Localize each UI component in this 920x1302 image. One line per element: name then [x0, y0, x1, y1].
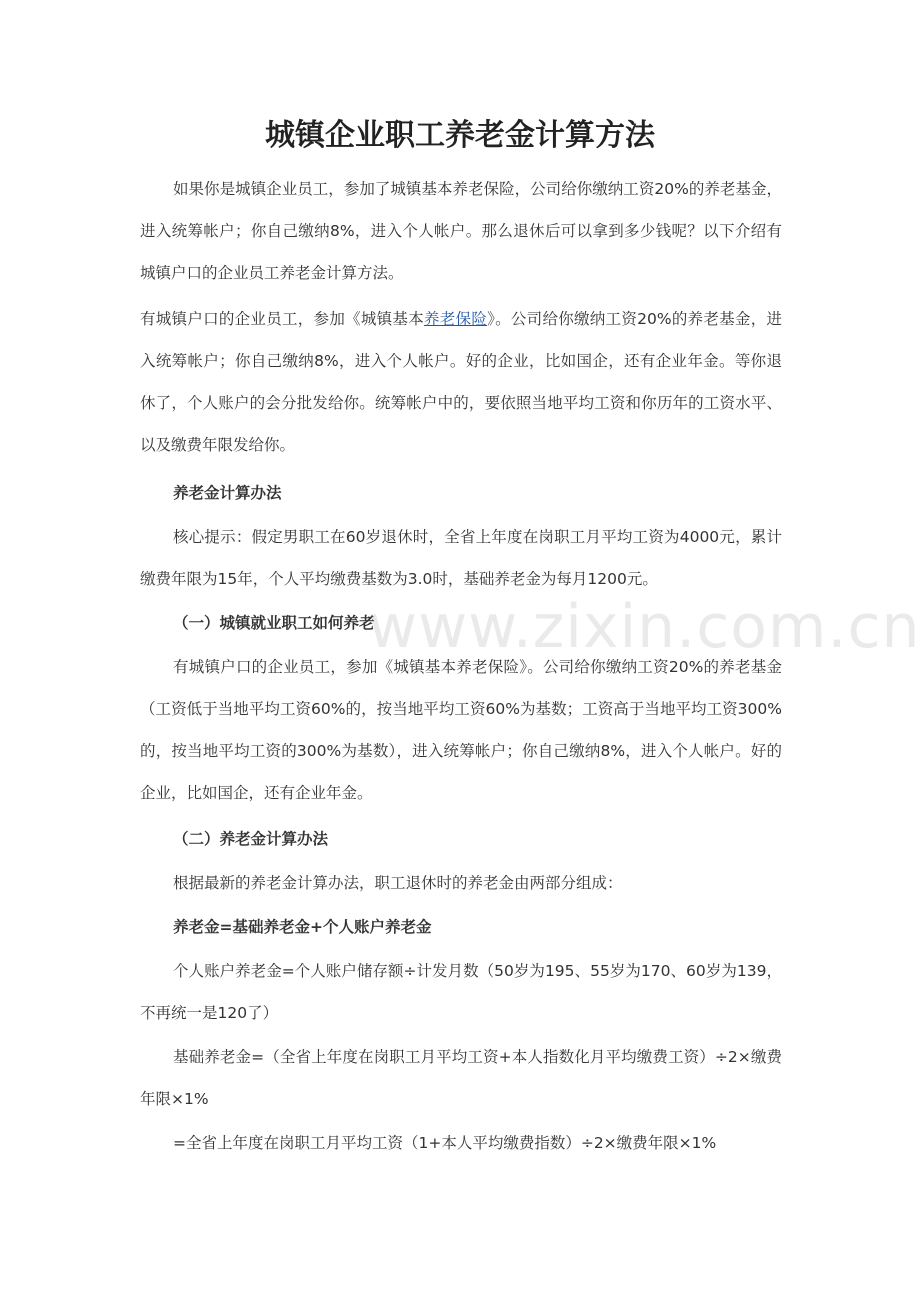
heading-section-1: （一）城镇就业职工如何养老 [173, 614, 375, 632]
basic-pension-formula-expanded: =全省上年度在岗职工月平均工资（1+本人平均缴费指数）÷2×缴费年限×1% [173, 1134, 717, 1152]
document-title: 城镇企业职工养老金计算方法 [265, 118, 655, 153]
heading-section-2: （二）养老金计算办法 [173, 830, 329, 848]
personal-account-formula: 个人账户养老金=个人账户储存额÷计发月数（50岁为195、55岁为170、60岁为139，不再统一是120了） [140, 962, 782, 1022]
paragraph-enterprise-employee [140, 298, 782, 466]
paragraph-text: 》。公司给你缴纳工资20%的养老基金，进入统筹帐户；你自己缴纳8%，进入个人帐户。好的企业，比如国企，还有企业年金。等你退休了，个人账户的会分批发给你。统筹帐户中的，要依照当地平均工资和你历年的工资水平、以及缴费年限发给你。 [140, 310, 782, 454]
core-tip-paragraph: 核心提示：假定男职工在60岁退休时，全省上年度在岗职工月平均工资为4000元，累计缴费年限为15年，个人平均缴费基数为3.0时，基础养老金为每月1200元。 [140, 528, 782, 588]
paragraph-text: 有城镇户口的企业员工，参加《城镇基本 [140, 310, 424, 328]
watermark: www.zixin.com.cn [368, 592, 920, 662]
basic-pension-formula: 基础养老金=（全省上年度在岗职工月平均工资+本人指数化月平均缴费工资）÷2×缴费年限×1% [140, 1048, 782, 1108]
section-2-intro: 根据最新的养老金计算办法，职工退休时的养老金由两部分组成： [173, 874, 623, 892]
section-1-paragraph: 有城镇户口的企业员工，参加《城镇基本养老保险》。公司给你缴纳工资20%的养老基金（工资低于当地平均工资60%的，按当地平均工资60%为基数；工资高于当地平均工资300%的，按当地平均工资的300%为基数），进入统筹帐户；你自己缴纳8%，进入个人帐户。好的企业，比如国企，还有企业年金。 [140, 658, 782, 802]
main-formula: 养老金=基础养老金+个人账户养老金 [173, 918, 432, 936]
intro-paragraph: 如果你是城镇企业员工，参加了城镇基本养老保险，公司给你缴纳工资20%的养老基金，进入统筹帐户；你自己缴纳8%，进入个人帐户。那么退休后可以拿到多少钱呢？以下介绍有城镇户口的企业员工养老金计算方法。 [140, 180, 782, 282]
pension-insurance-link[interactable]: 养老保险 [423, 310, 488, 328]
heading-calculation-method: 养老金计算办法 [173, 484, 282, 502]
